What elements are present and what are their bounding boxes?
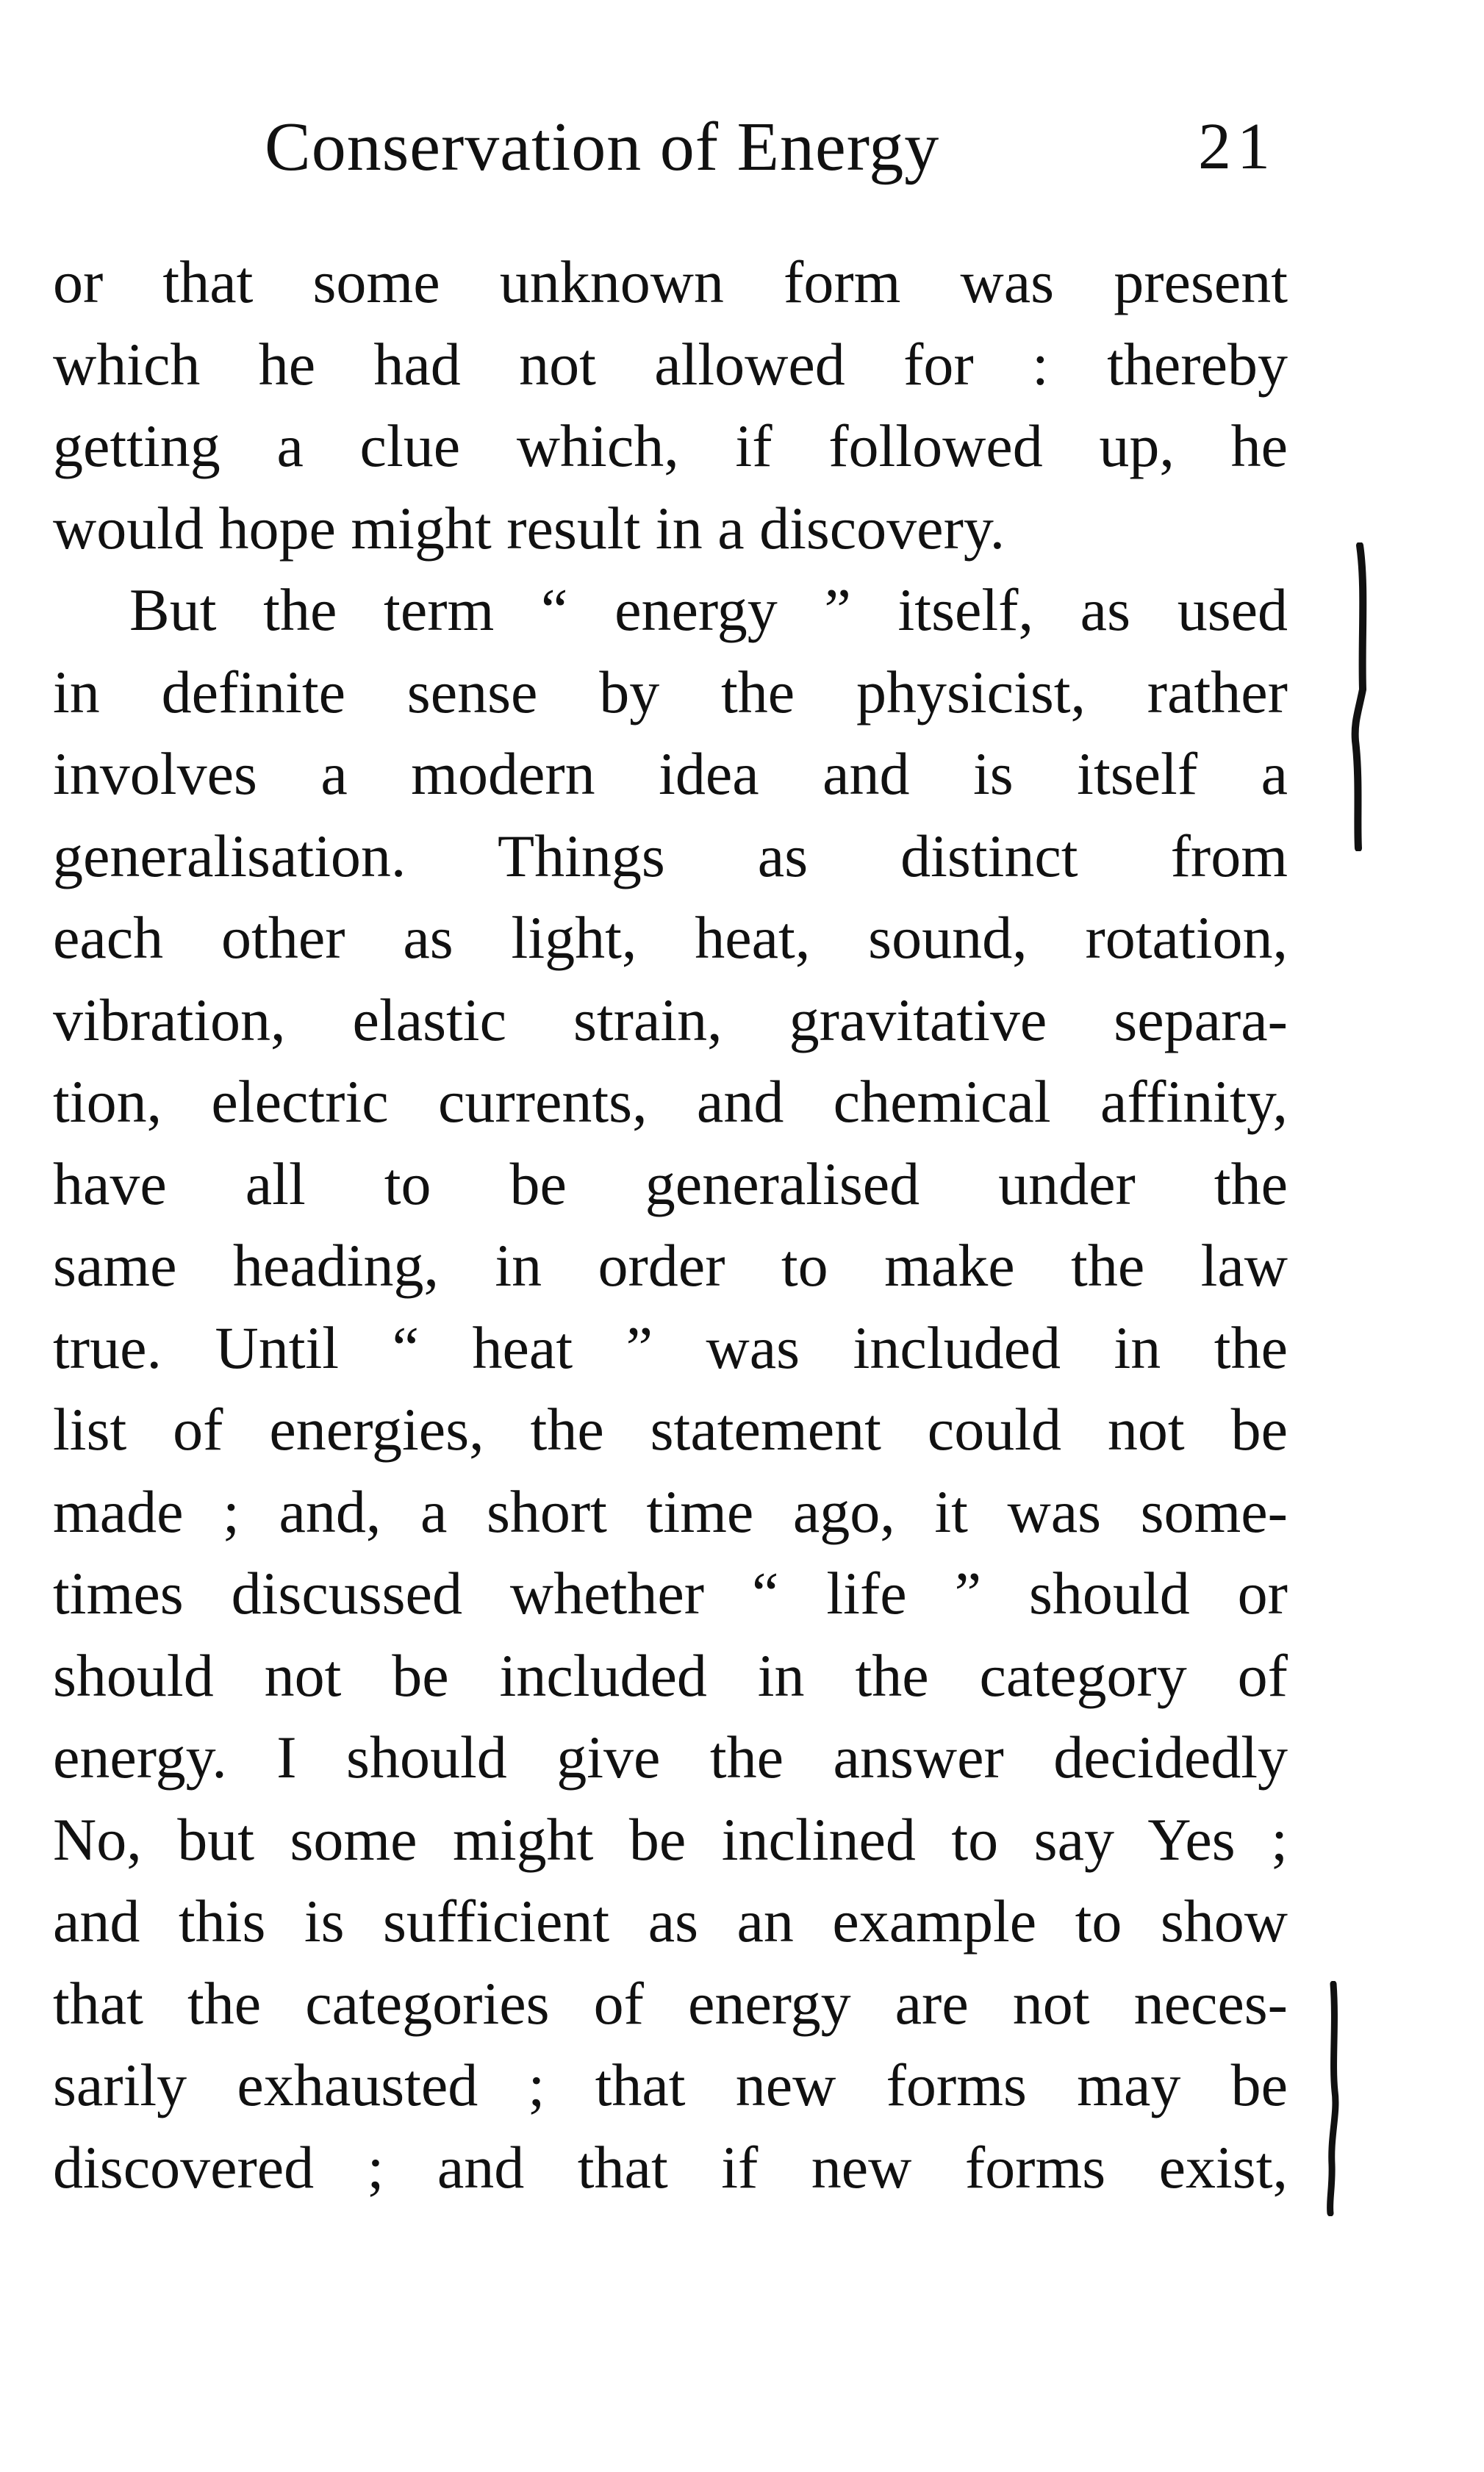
text-line: list of energies, the statement could not be bbox=[53, 1396, 1288, 1463]
text-line: which he had not allowed for : thereby bbox=[53, 330, 1288, 398]
running-head bbox=[265, 103, 1294, 191]
text-line: sarily exhausted ; that new forms may be bbox=[53, 2052, 1288, 2118]
text-line: tion, electric currents, and chemical affinity, bbox=[53, 1068, 1288, 1135]
text-line: in definite sense by the physicist, rather bbox=[53, 658, 1288, 726]
text-line: same heading, in order to make the law bbox=[53, 1232, 1288, 1299]
body-text bbox=[53, 241, 1288, 2208]
text-line: energy. I should give the answer decidedly bbox=[53, 1724, 1288, 1791]
text-line: No, but some might be inclined to say Yes ; bbox=[53, 1805, 1288, 1873]
text-line: true. Until “ heat ” was included in the bbox=[53, 1314, 1288, 1381]
paragraph-first-line: But the term “ energy ” itself, as used bbox=[129, 576, 1288, 643]
text-line: generalisation. Things as distinct from bbox=[53, 822, 1288, 889]
text-line: that the categories of energy are not neces- bbox=[53, 1969, 1288, 2037]
text-line: would hope might result in a discovery. bbox=[53, 494, 1006, 562]
text-line: getting a clue which, if followed up, he bbox=[53, 412, 1288, 479]
text-line: made ; and, a short time ago, it was some- bbox=[53, 1477, 1288, 1545]
page-number: 21 bbox=[1198, 110, 1276, 183]
margin-bracket-mark bbox=[1316, 1981, 1345, 2216]
text-line: and this is sufficient as an example to show bbox=[53, 1888, 1288, 1955]
text-line: discovered ; and that if new forms exist, bbox=[53, 2133, 1288, 2201]
text-line: each other as light, heat, sound, rotation, bbox=[53, 904, 1288, 971]
running-title: Conservation of Energy bbox=[265, 109, 940, 185]
text-line: have all to be generalised under the bbox=[53, 1150, 1288, 1217]
text-line: vibration, elastic strain, gravitative separa- bbox=[53, 986, 1288, 1053]
text-line: should not be included in the category of bbox=[53, 1641, 1288, 1709]
margin-bracket-mark bbox=[1344, 542, 1373, 851]
text-line: times discussed whether “ life ” should or bbox=[53, 1560, 1288, 1627]
text-line: or that some unknown form was present bbox=[53, 248, 1288, 315]
text-line: involves a modern idea and is itself a bbox=[53, 740, 1288, 807]
